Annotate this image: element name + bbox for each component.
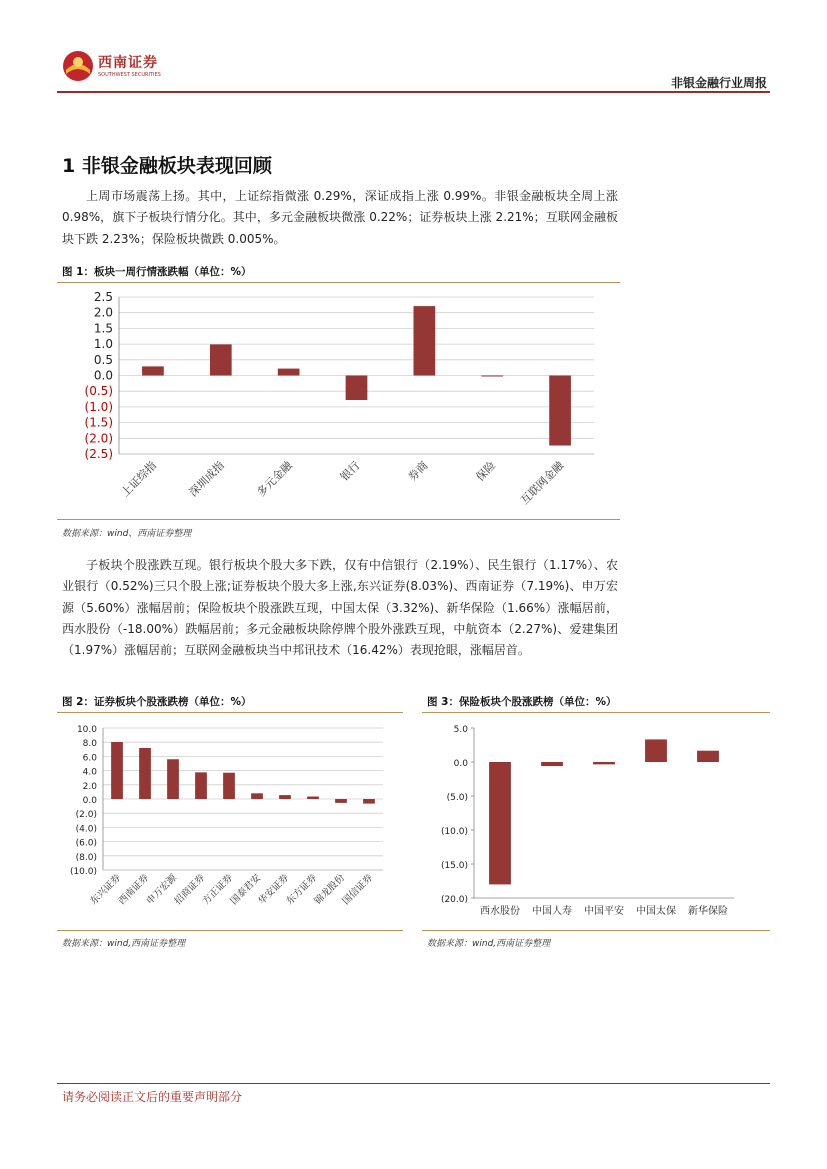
section-title: 1 非银金融板块表现回顾 [62, 155, 272, 177]
footer-divider [57, 1083, 770, 1084]
y-tick-label: 5.0 [453, 725, 468, 735]
header-divider [57, 91, 770, 93]
y-tick-label: 2.5 [93, 290, 113, 304]
x-category-label: 西水股份 [480, 906, 520, 917]
x-category-label: 申万宏源 [144, 872, 180, 908]
bar [167, 759, 179, 799]
y-tick-label: (10.0) [440, 827, 468, 837]
y-tick-label: 1.5 [93, 321, 113, 336]
x-category-label: 互联网金融 [518, 458, 567, 508]
y-tick-label: (8.0) [75, 852, 97, 863]
bar [697, 751, 719, 762]
y-tick-label: 6.0 [82, 753, 97, 764]
x-category-label: 华安证券 [256, 872, 292, 908]
figure3-title: 图 3：保险板块个股涨跌榜（单位：%） [427, 696, 617, 708]
figure3-top-rule [422, 712, 770, 713]
x-category-label: 银行 [337, 458, 363, 484]
x-category-label: 招商证券 [172, 872, 208, 908]
paragraph-stock-review [62, 555, 618, 661]
y-tick-label: 2.0 [82, 781, 97, 792]
bar [593, 762, 615, 764]
bar [142, 366, 164, 375]
x-category-label: 国泰君安 [228, 872, 264, 908]
figure1-chart [57, 284, 620, 520]
x-category-label: 上证综指 [118, 458, 160, 500]
bar [111, 742, 123, 799]
footer-notice: 请务必阅读正文后的重要声明部分 [62, 1090, 243, 1104]
x-category-label: 东兴证券 [88, 872, 124, 908]
figure1-source: 数据来源：wind、西南证券整理 [62, 529, 192, 539]
bar [307, 797, 319, 799]
figure2-source: 数据来源：wind,西南证券整理 [62, 939, 186, 949]
paragraph-text: 子板块个股涨跌互现。银行板块个股大多下跌，仅有中信银行（2.19%）、民生银行（1.17%）、农业银行（0.52%)三只个股上涨;证券板块个股大多上涨,东兴证券(8.03%)、西南证券（7.19%)、申万宏源（5.60%）涨幅居前；保险板块个股涨跌互现，中国太保（3.32%)、新华保险（1.66%）涨幅居前，西水股份（-18.00%）跌幅居前；多元金融板块除停牌个股外涨跌互现，中航资本（2.27%)、爱建集团（1.97%）涨幅居前；互联网金融板块当中邦讯技术（16.42%）表现抢眼，涨幅居首。 [62, 558, 618, 658]
report-title: 非银金融行业周报 [670, 76, 767, 90]
logo-chinese-name: 西南证券 [98, 55, 158, 71]
y-tick-label: 10.0 [76, 725, 97, 735]
logo-emblem-icon [62, 50, 94, 82]
company-logo [62, 50, 202, 86]
bar [139, 748, 151, 799]
x-category-label: 东方证券 [284, 872, 320, 908]
x-category-label: 中国平安 [584, 906, 624, 917]
paragraph-text: 上周市场震荡上扬。其中，上证综指微涨 0.29%，深证成指上涨 0.99%。非银金融板块全周上涨 0.98%，旗下子板块行情分化。其中，多元金融板块微涨 0.22%；证券板块上涨 2.21%；互联网金融板块下跌 2.23%；保险板块微跌 0.005%。 [62, 189, 618, 246]
x-category-label: 保险 [473, 458, 499, 484]
x-category-label: 深圳成指 [186, 458, 227, 500]
y-tick-label: 8.0 [82, 739, 97, 750]
y-tick-label: 0.5 [93, 352, 113, 367]
y-tick-label: (2.5) [84, 447, 113, 461]
y-tick-label: 4.0 [82, 767, 97, 778]
bar [489, 762, 511, 884]
y-tick-label: 0.0 [453, 759, 468, 769]
paragraph-market-review [62, 186, 618, 250]
bar [210, 344, 232, 375]
figure2-title: 图 2：证券板块个股涨跌榜（单位：%） [62, 696, 252, 708]
bar [645, 739, 667, 762]
x-category-label: 中国人寿 [532, 906, 572, 917]
bar [251, 793, 263, 799]
y-tick-label: (15.0) [440, 861, 468, 871]
y-tick-label: (1.5) [84, 415, 113, 430]
bar [541, 762, 563, 766]
figure3-bottom-rule [422, 930, 770, 931]
y-tick-label: (5.0) [446, 793, 468, 803]
bar [414, 306, 436, 375]
logo-english-name: SOUTHWEST SECURITIES [98, 72, 161, 78]
y-tick-label: 0.0 [82, 796, 97, 806]
y-tick-label: 1.0 [93, 337, 113, 352]
figure1-title: 图 1：板块一周行情涨跌幅（单位：%） [62, 266, 252, 278]
figure3-chart [422, 714, 770, 928]
bar [195, 772, 207, 799]
y-tick-label: (20.0) [440, 895, 468, 905]
bar [278, 369, 300, 376]
bar [549, 376, 571, 446]
x-category-label: 锦龙股份 [312, 872, 348, 908]
y-tick-label: (6.0) [75, 838, 97, 849]
x-category-label: 西南证券 [116, 872, 152, 908]
x-category-label: 国信证券 [340, 872, 376, 908]
bar [481, 376, 503, 377]
bar [279, 795, 291, 799]
y-tick-label: (0.5) [84, 384, 113, 399]
x-category-label: 中国太保 [636, 906, 676, 917]
figure3-source: 数据来源：wind,西南证券整理 [427, 939, 551, 949]
bar [223, 773, 235, 799]
bar [335, 799, 347, 803]
y-tick-label: (2.0) [75, 810, 97, 821]
bar [363, 799, 375, 804]
y-tick-label: 0.0 [93, 368, 113, 383]
x-category-label: 券商 [405, 458, 431, 484]
figure1-bottom-rule [57, 519, 620, 520]
figure2-chart [57, 714, 403, 928]
y-tick-label: (1.0) [84, 399, 113, 414]
x-category-label: 多元金融 [254, 458, 295, 500]
y-tick-label: (2.0) [84, 431, 113, 446]
figure2-top-rule [57, 712, 403, 713]
figure2-bottom-rule [57, 930, 403, 931]
x-category-label: 新华保险 [688, 906, 728, 917]
y-tick-label: 2.0 [93, 305, 113, 320]
y-tick-label: (4.0) [75, 824, 97, 835]
x-category-label: 方正证券 [200, 872, 236, 908]
figure1-top-rule [57, 282, 620, 283]
y-tick-label: (10.0) [69, 867, 97, 877]
bar [346, 376, 368, 400]
